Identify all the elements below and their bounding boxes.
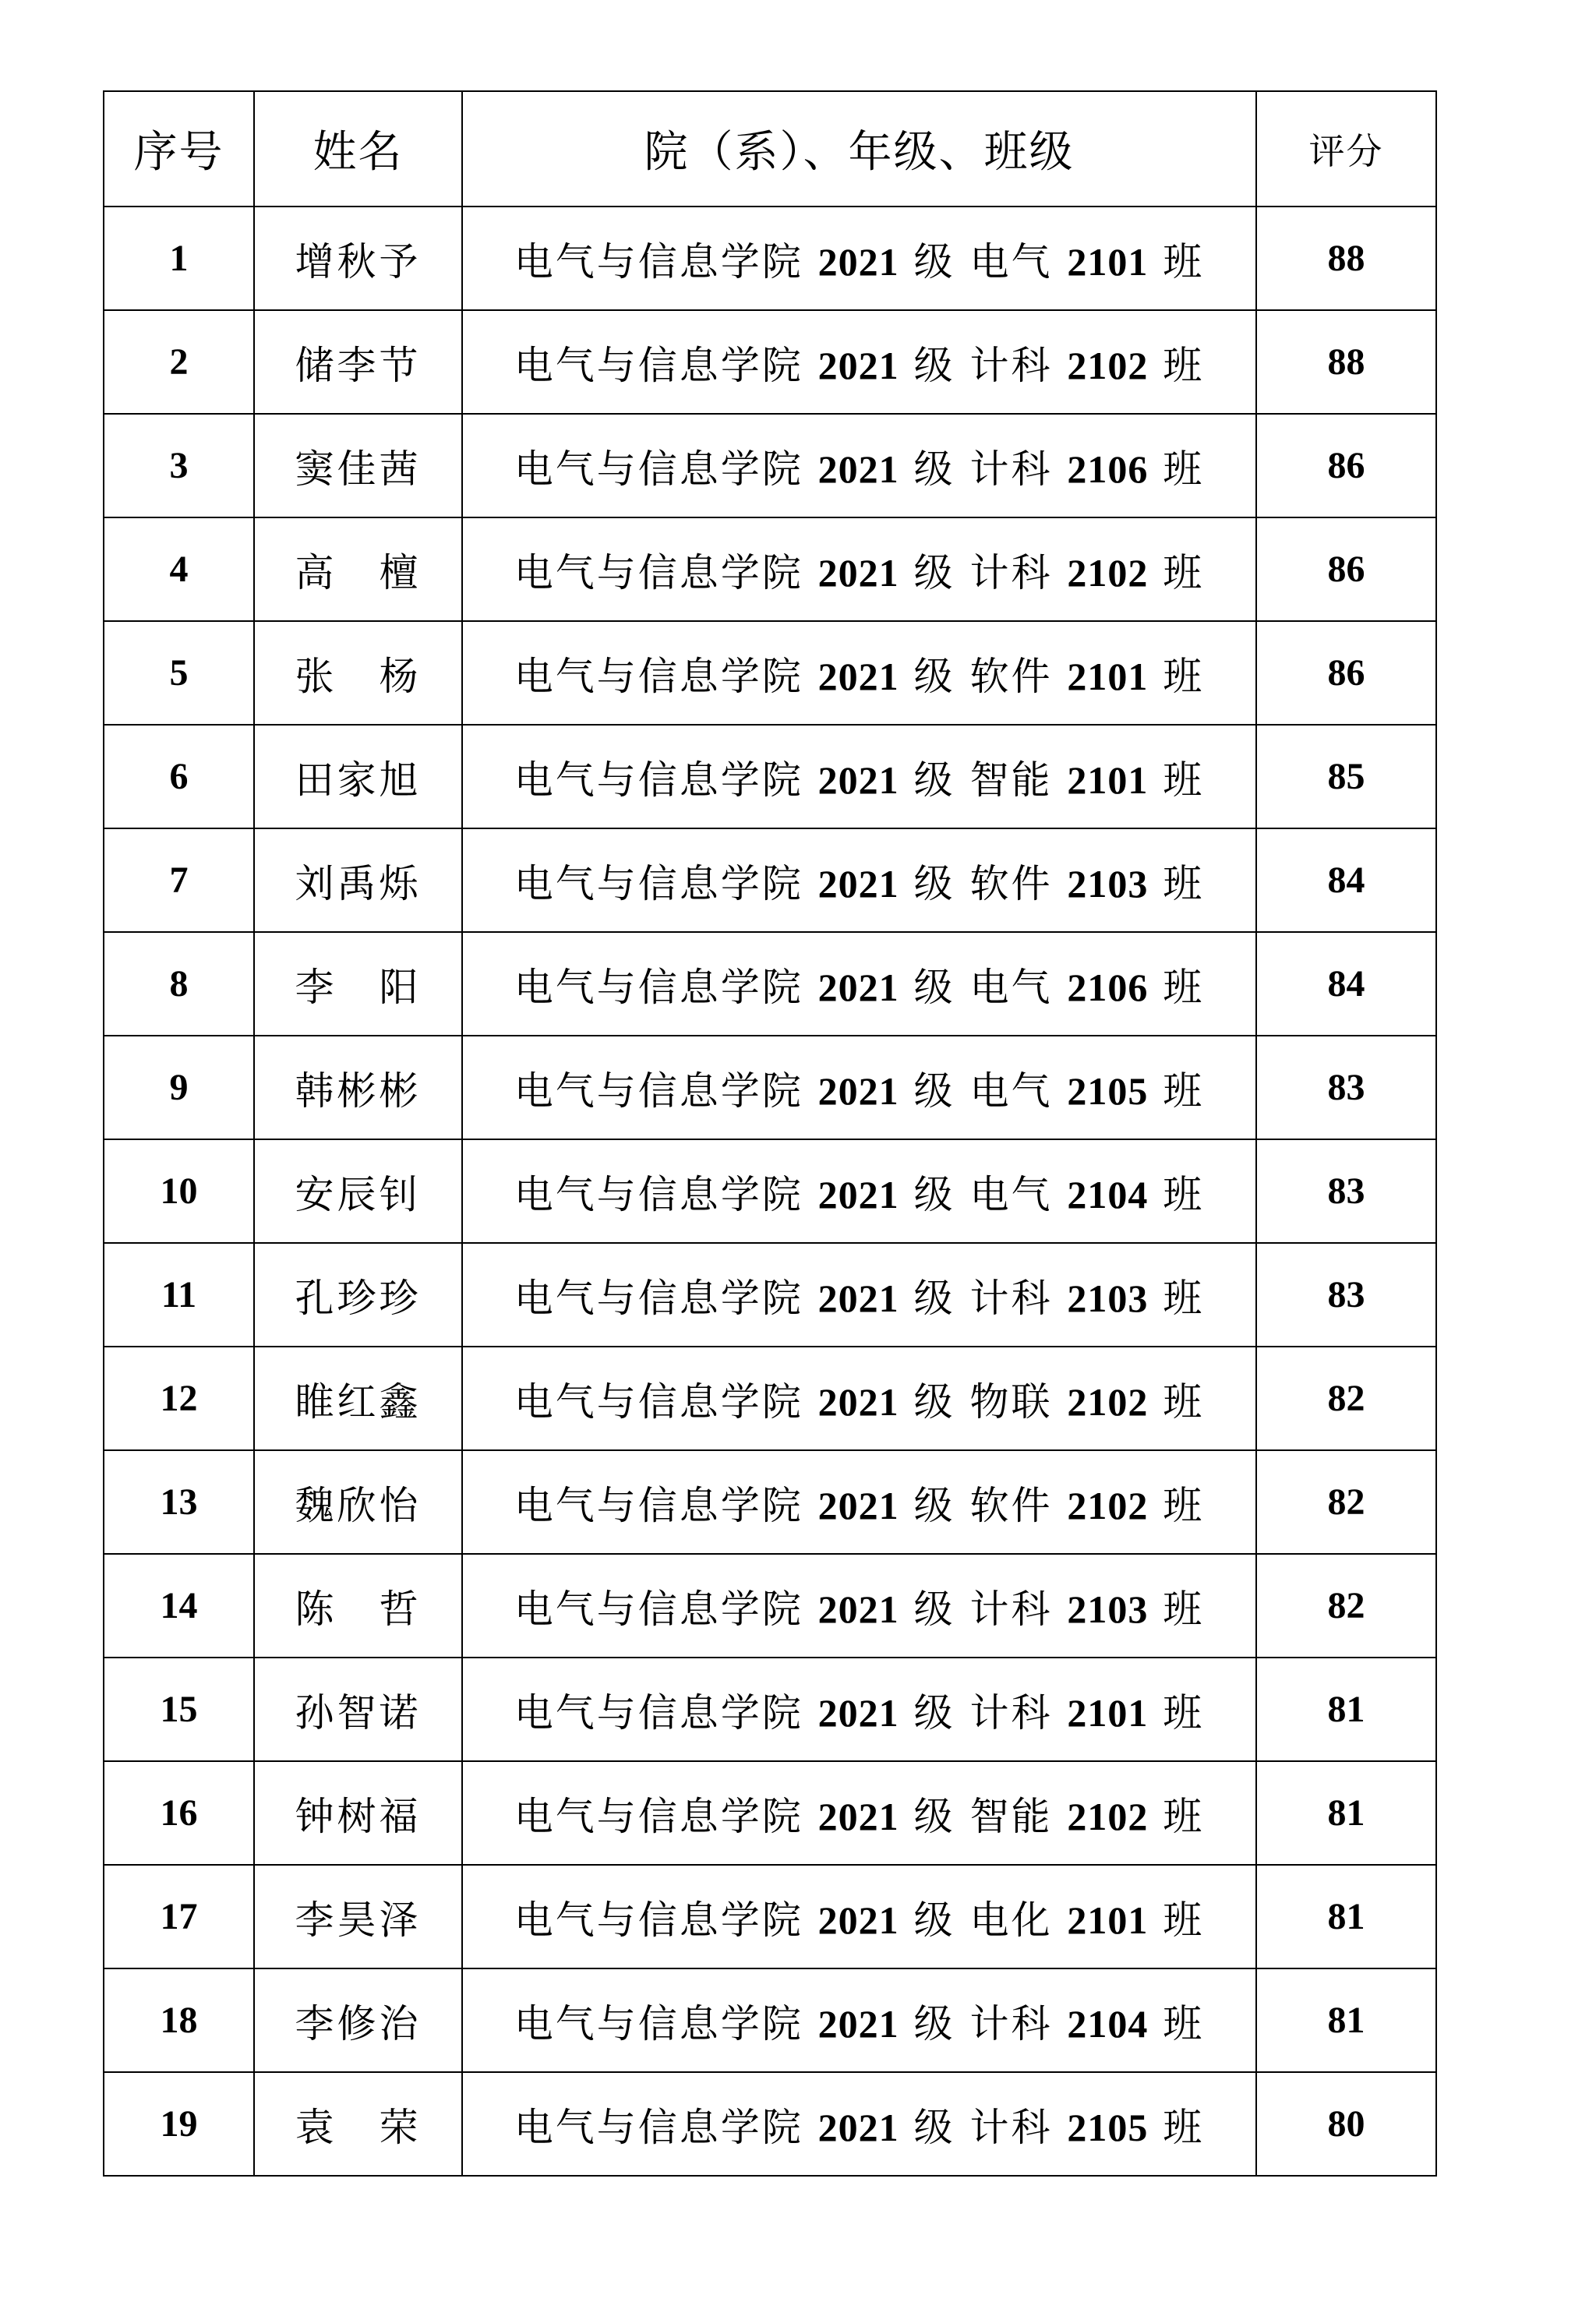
grade-suffix: 级 [913,2000,955,2046]
table-row [104,310,1436,414]
major-text: 电气 [969,238,1053,284]
class-number: 2104 [1067,2001,1149,2046]
grade-suffix: 级 [913,757,955,803]
class-number: 2102 [1067,1379,1149,1424]
cell-score: 86 [1256,517,1436,621]
class-suffix: 班 [1163,2104,1205,2150]
grade-year: 2021 [817,1379,899,1424]
cell-name: 陈 哲 [254,1554,462,1658]
college-text: 电气与信息学院 [514,1171,803,1217]
grade-suffix: 级 [913,342,955,388]
grade-suffix: 级 [913,653,955,699]
major-text: 计科 [969,1275,1053,1321]
class-number: 2106 [1067,965,1149,1009]
cell-dept [462,310,1256,414]
major-text: 软件 [969,653,1053,699]
cell-name: 刘禹烁 [254,828,462,932]
grade-suffix: 级 [913,860,955,906]
grade-year: 2021 [817,1587,899,1631]
cell-name: 储李节 [254,310,462,414]
class-number: 2106 [1067,447,1149,491]
cell-name: 张 杨 [254,621,462,725]
cell-dept [462,1347,1256,1450]
class-number: 2105 [1067,2105,1149,2149]
cell-score: 83 [1256,1243,1436,1347]
cell-dept [462,1036,1256,1139]
grade-suffix: 级 [913,446,955,492]
grade-year: 2021 [817,343,899,387]
class-suffix: 班 [1163,964,1205,1010]
major-text: 计科 [969,342,1053,388]
college-text: 电气与信息学院 [514,860,803,906]
grade-suffix: 级 [913,1793,955,1839]
class-suffix: 班 [1163,1379,1205,1425]
grade-year: 2021 [817,1068,899,1113]
class-suffix: 班 [1163,860,1205,906]
cell-score: 84 [1256,932,1436,1036]
grade-suffix: 级 [913,1275,955,1321]
grade-year: 2021 [817,1276,899,1320]
cell-seq: 11 [104,1243,254,1347]
table-header-row [104,91,1436,207]
class-number: 2104 [1067,1172,1149,1216]
cell-dept [462,517,1256,621]
class-number: 2101 [1067,1898,1149,1942]
grade-suffix: 级 [913,1068,955,1114]
grade-suffix: 级 [913,1689,955,1735]
cell-seq: 13 [104,1450,254,1554]
cell-dept [462,621,1256,725]
major-text: 电化 [969,1897,1053,1943]
college-text: 电气与信息学院 [514,2000,803,2046]
class-number: 2102 [1067,550,1149,595]
header-dept: 院（系）、年级、班级 [462,91,1256,207]
class-suffix: 班 [1163,653,1205,699]
class-suffix: 班 [1163,757,1205,803]
grade-year: 2021 [817,1172,899,1216]
class-suffix: 班 [1163,1897,1205,1943]
header-name: 姓名 [254,91,462,207]
table-row [104,1761,1436,1865]
grade-year: 2021 [817,861,899,906]
class-number: 2101 [1067,239,1149,284]
college-text: 电气与信息学院 [514,757,803,803]
cell-name: 钟树福 [254,1761,462,1865]
cell-seq: 14 [104,1554,254,1658]
table-row [104,207,1436,310]
college-text: 电气与信息学院 [514,446,803,492]
major-text: 计科 [969,2104,1053,2150]
college-text: 电气与信息学院 [514,1586,803,1632]
grade-suffix: 级 [913,1171,955,1217]
cell-seq: 15 [104,1658,254,1761]
grade-year: 2021 [817,1690,899,1735]
college-text: 电气与信息学院 [514,1379,803,1425]
grade-suffix: 级 [913,1586,955,1632]
cell-name: 李昊泽 [254,1865,462,1968]
major-text: 计科 [969,2000,1053,2046]
college-text: 电气与信息学院 [514,1482,803,1528]
grade-suffix: 级 [913,1379,955,1425]
cell-seq: 2 [104,310,254,414]
cell-seq: 10 [104,1139,254,1243]
grade-suffix: 级 [913,238,955,284]
table-row [104,517,1436,621]
major-text: 电气 [969,964,1053,1010]
college-text: 电气与信息学院 [514,238,803,284]
cell-seq: 17 [104,1865,254,1968]
cell-dept [462,207,1256,310]
cell-score: 81 [1256,1968,1436,2072]
cell-name: 孙智诺 [254,1658,462,1761]
major-text: 计科 [969,1689,1053,1735]
grade-year: 2021 [817,2105,899,2149]
table-row [104,1450,1436,1554]
header-seq: 序号 [104,91,254,207]
cell-dept [462,725,1256,828]
major-text: 计科 [969,549,1053,595]
cell-seq: 7 [104,828,254,932]
cell-seq: 8 [104,932,254,1036]
grade-suffix: 级 [913,2104,955,2150]
grade-suffix: 级 [913,1482,955,1528]
cell-name: 李修治 [254,1968,462,2072]
cell-dept [462,932,1256,1036]
major-text: 电气 [969,1171,1053,1217]
cell-seq: 18 [104,1968,254,2072]
grade-year: 2021 [817,1794,899,1838]
cell-score: 81 [1256,1658,1436,1761]
cell-score: 88 [1256,207,1436,310]
class-number: 2102 [1067,1794,1149,1838]
cell-dept [462,2072,1256,2176]
cell-score: 82 [1256,1347,1436,1450]
grade-suffix: 级 [913,1897,955,1943]
cell-dept [462,414,1256,517]
table-row [104,1036,1436,1139]
grade-suffix: 级 [913,549,955,595]
cell-score: 80 [1256,2072,1436,2176]
table-row [104,1658,1436,1761]
college-text: 电气与信息学院 [514,1689,803,1735]
cell-name: 田家旭 [254,725,462,828]
cell-score: 81 [1256,1761,1436,1865]
class-number: 2101 [1067,654,1149,698]
cell-seq: 3 [104,414,254,517]
class-suffix: 班 [1163,1586,1205,1632]
college-text: 电气与信息学院 [514,342,803,388]
grade-year: 2021 [817,1898,899,1942]
grade-year: 2021 [817,2001,899,2046]
grade-year: 2021 [817,757,899,802]
cell-dept [462,1968,1256,2072]
cell-dept [462,1761,1256,1865]
table-row [104,414,1436,517]
major-text: 物联 [969,1379,1053,1425]
header-score: 评分 [1256,91,1436,207]
college-text: 电气与信息学院 [514,1068,803,1114]
cell-name: 魏欣怡 [254,1450,462,1554]
class-number: 2102 [1067,343,1149,387]
cell-seq: 19 [104,2072,254,2176]
class-number: 2103 [1067,861,1149,906]
cell-score: 83 [1256,1036,1436,1139]
class-suffix: 班 [1163,1482,1205,1528]
college-text: 电气与信息学院 [514,653,803,699]
table-row [104,1347,1436,1450]
cell-name: 睢红鑫 [254,1347,462,1450]
cell-score: 84 [1256,828,1436,932]
class-suffix: 班 [1163,342,1205,388]
table-row [104,1554,1436,1658]
cell-score: 83 [1256,1139,1436,1243]
college-text: 电气与信息学院 [514,1897,803,1943]
cell-dept [462,1243,1256,1347]
major-text: 智能 [969,757,1053,803]
major-text: 软件 [969,1482,1053,1528]
cell-dept [462,1865,1256,1968]
major-text: 计科 [969,1586,1053,1632]
class-number: 2101 [1067,1690,1149,1735]
class-suffix: 班 [1163,1793,1205,1839]
cell-name: 安辰钊 [254,1139,462,1243]
class-number: 2103 [1067,1587,1149,1631]
cell-seq: 9 [104,1036,254,1139]
cell-score: 82 [1256,1554,1436,1658]
class-number: 2105 [1067,1068,1149,1113]
major-text: 智能 [969,1793,1053,1839]
class-number: 2103 [1067,1276,1149,1320]
class-suffix: 班 [1163,1171,1205,1217]
roster-table [103,90,1437,2177]
class-number: 2101 [1067,757,1149,802]
table-row [104,1243,1436,1347]
table-body [104,207,1436,2176]
cell-seq: 6 [104,725,254,828]
cell-seq: 1 [104,207,254,310]
grade-year: 2021 [817,654,899,698]
class-suffix: 班 [1163,1068,1205,1114]
table-row [104,1968,1436,2072]
cell-seq: 12 [104,1347,254,1450]
college-text: 电气与信息学院 [514,1793,803,1839]
class-suffix: 班 [1163,549,1205,595]
grade-suffix: 级 [913,964,955,1010]
cell-seq: 16 [104,1761,254,1865]
cell-score: 86 [1256,621,1436,725]
cell-score: 81 [1256,1865,1436,1968]
grade-year: 2021 [817,550,899,595]
college-text: 电气与信息学院 [514,964,803,1010]
class-suffix: 班 [1163,238,1205,284]
cell-dept [462,828,1256,932]
cell-dept [462,1658,1256,1761]
grade-year: 2021 [817,447,899,491]
cell-name: 增秋予 [254,207,462,310]
cell-score: 82 [1256,1450,1436,1554]
major-text: 计科 [969,446,1053,492]
college-text: 电气与信息学院 [514,2104,803,2150]
cell-name: 窦佳茜 [254,414,462,517]
cell-name: 韩彬彬 [254,1036,462,1139]
cell-score: 86 [1256,414,1436,517]
class-number: 2102 [1067,1483,1149,1527]
table-row [104,725,1436,828]
class-suffix: 班 [1163,1275,1205,1321]
major-text: 软件 [969,860,1053,906]
cell-name: 袁 荣 [254,2072,462,2176]
grade-year: 2021 [817,965,899,1009]
cell-seq: 5 [104,621,254,725]
cell-seq: 4 [104,517,254,621]
college-text: 电气与信息学院 [514,549,803,595]
grade-year: 2021 [817,239,899,284]
cell-name: 高 檀 [254,517,462,621]
table-row [104,621,1436,725]
class-suffix: 班 [1163,1689,1205,1735]
table-row [104,2072,1436,2176]
grade-year: 2021 [817,1483,899,1527]
cell-score: 88 [1256,310,1436,414]
table-row [104,828,1436,932]
cell-score: 85 [1256,725,1436,828]
college-text: 电气与信息学院 [514,1275,803,1321]
table-row [104,1865,1436,1968]
cell-dept [462,1554,1256,1658]
cell-name: 孔珍珍 [254,1243,462,1347]
cell-dept [462,1139,1256,1243]
table-row [104,1139,1436,1243]
major-text: 电气 [969,1068,1053,1114]
class-suffix: 班 [1163,446,1205,492]
table-row [104,932,1436,1036]
class-suffix: 班 [1163,2000,1205,2046]
cell-name: 李 阳 [254,932,462,1036]
cell-dept [462,1450,1256,1554]
